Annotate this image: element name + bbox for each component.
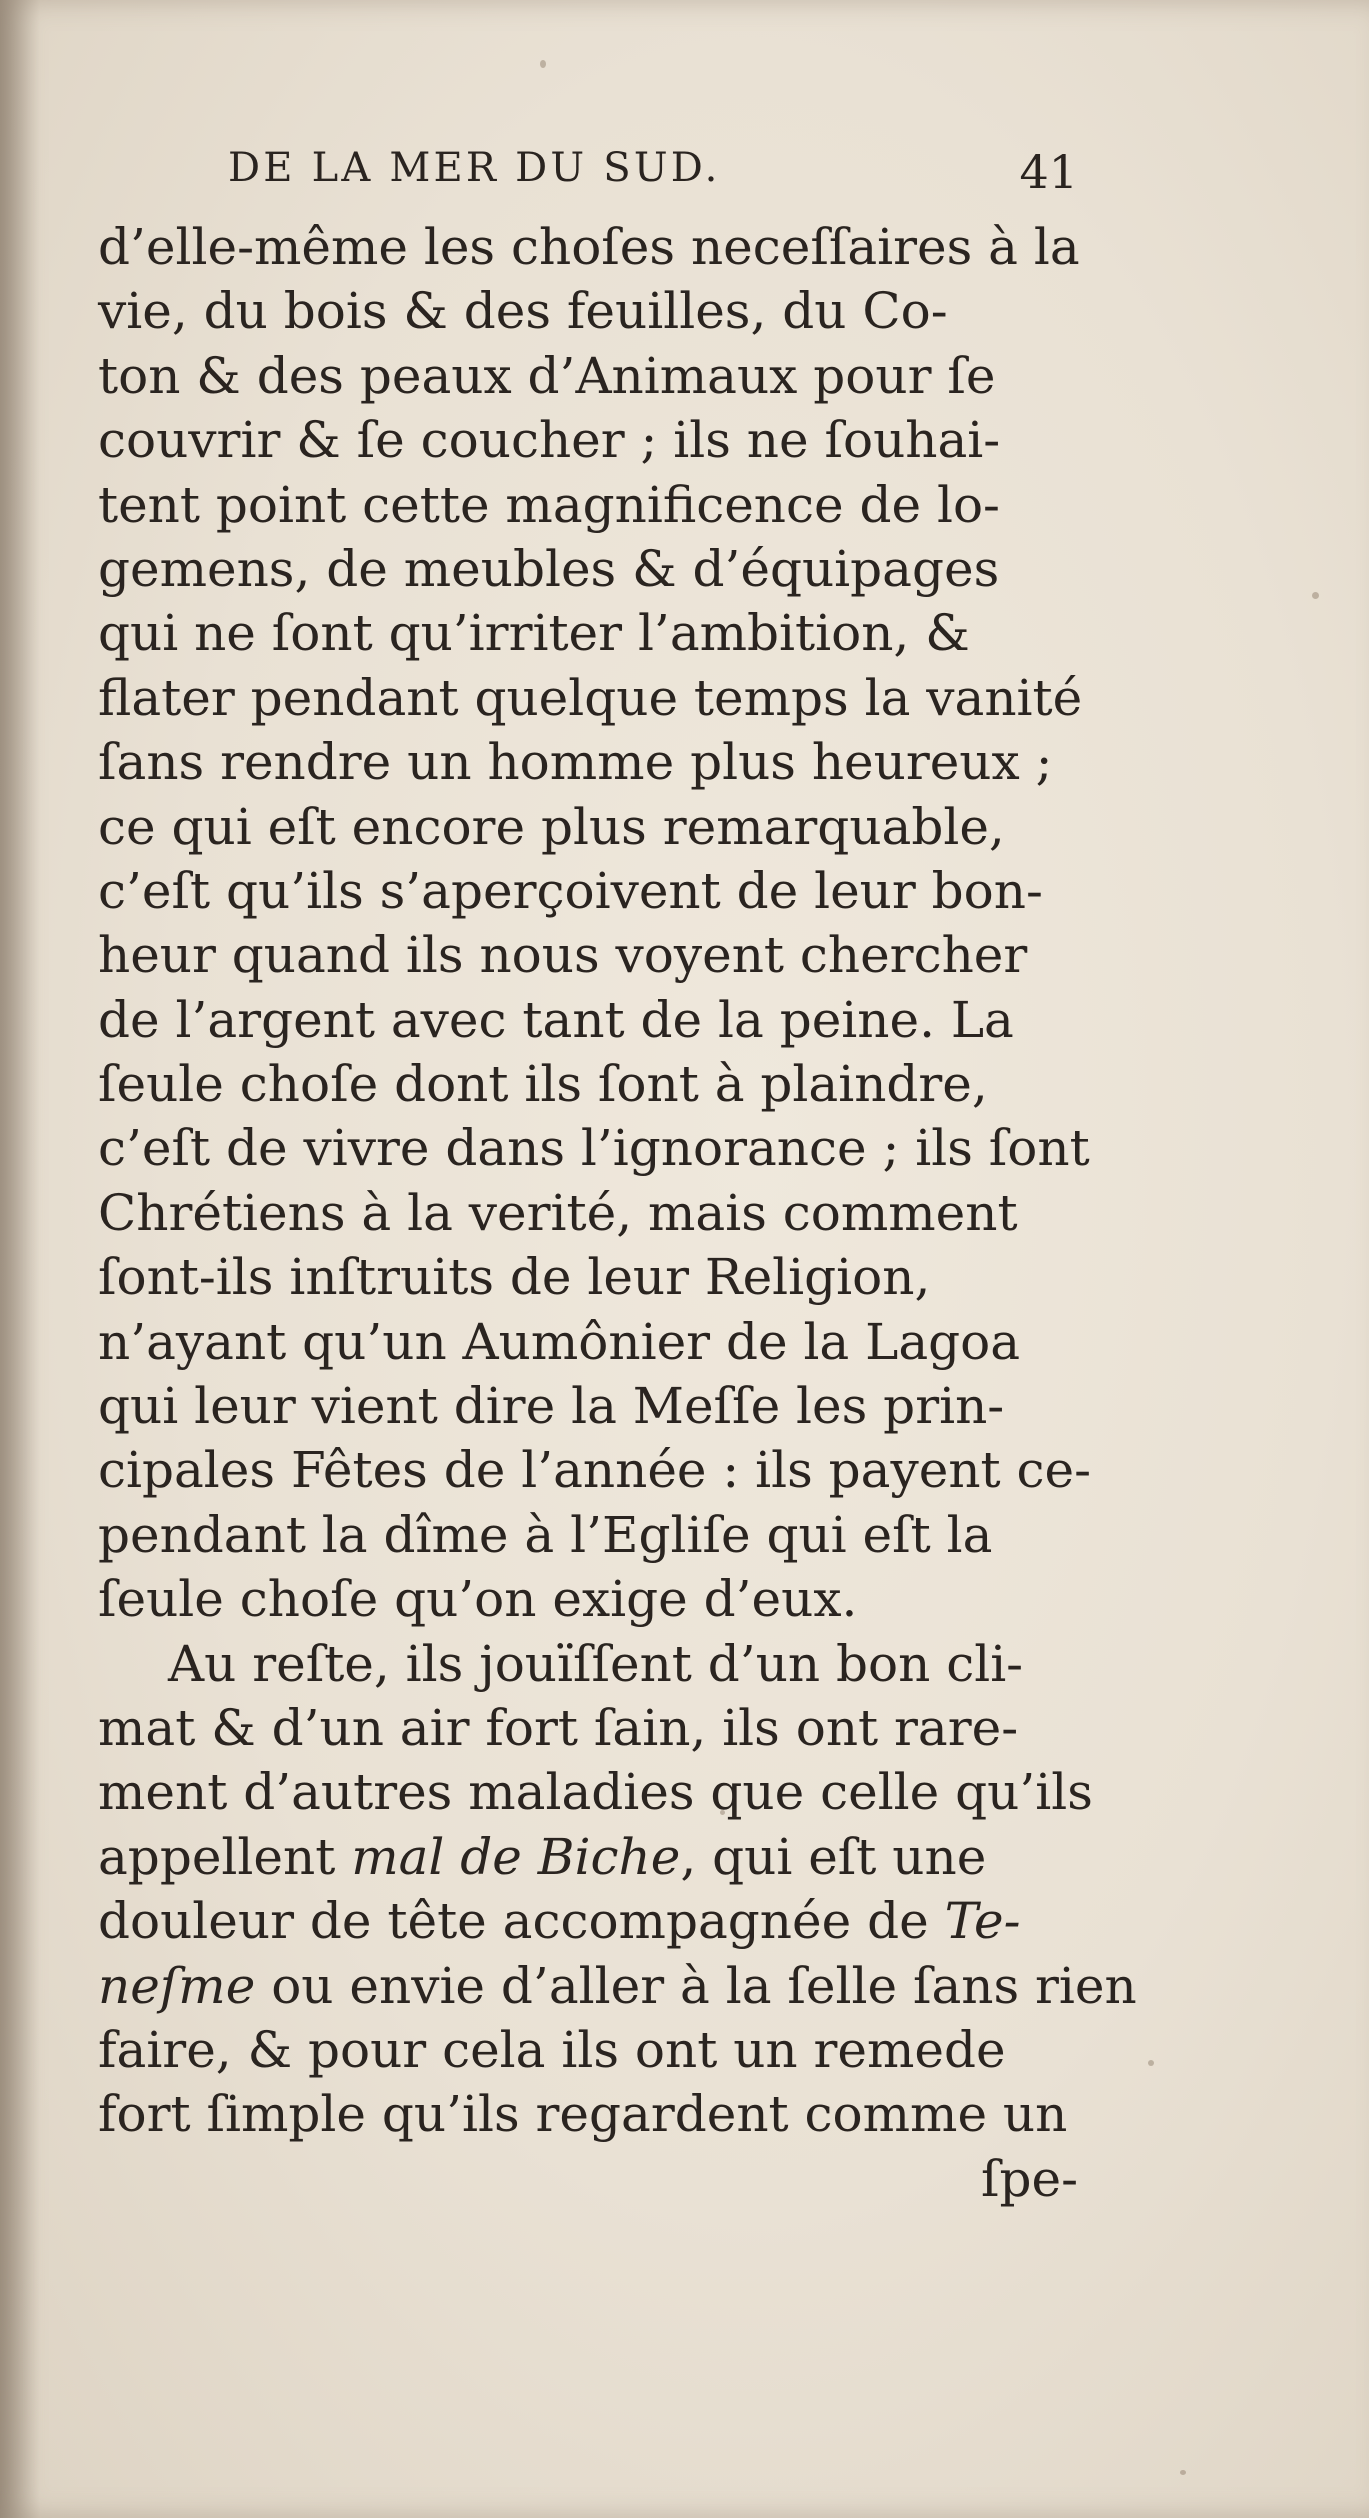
text-line: ton & des peaux d’Animaux pour ſe xyxy=(98,346,996,405)
spine-shadow xyxy=(0,0,40,2518)
text-line: ce qui eſt encore plus remarquable, xyxy=(98,797,1005,856)
text-block xyxy=(98,145,1137,2211)
text-line: n’ayant qu’un Aumônier de la Lagoa xyxy=(98,1312,1021,1371)
text-line: heur quand ils nous voyent chercher xyxy=(98,926,1028,985)
text-line: qui leur vient dire la Meſſe les prin- xyxy=(98,1377,1005,1436)
text-line xyxy=(98,1889,1078,1953)
paper-speck xyxy=(1180,2470,1186,2475)
text-line: d’elle-même les choſes neceſſaires à la xyxy=(98,218,1080,276)
italic-phrase: neſme xyxy=(98,1956,256,2015)
text-segment: appellent xyxy=(98,1827,352,1886)
text-line: Chrétiens à la verité, mais comment xyxy=(98,1183,1018,1242)
text-segment: ou envie d’aller à la ſelle ſans rien xyxy=(255,1956,1137,2015)
text-line: ment d’autres maladies que celle qu’ils xyxy=(98,1763,1093,1822)
catchword-row xyxy=(98,2147,1078,2211)
italic-phrase: mal de Biche xyxy=(351,1827,681,1886)
text-line: tent point cette magnificence de lo- xyxy=(98,475,1000,534)
text-line: ſeule choſe qu’on exige d’eux. xyxy=(98,1570,858,1629)
text-segment: , qui eſt une xyxy=(680,1827,987,1886)
page-number: 41 xyxy=(1019,145,1078,199)
paper-speck xyxy=(1148,2060,1154,2066)
text-line: gemens, de meubles & d’équipages xyxy=(98,539,1000,598)
paragraph-start-line: Au reſte, ils jouïſſent d’un bon cli- xyxy=(168,1634,1024,1693)
text-line: cipales Fêtes de l’année : ils payent ce- xyxy=(98,1441,1091,1500)
paper-speck xyxy=(1312,592,1319,599)
text-line: couvrir & ſe coucher ; ils ne ſouhai- xyxy=(98,411,1001,470)
text-line: c’eſt de vivre dans l’ignorance ; ils ſont xyxy=(98,1119,1090,1178)
catchword: ſpe- xyxy=(981,2149,1078,2208)
paper-speck xyxy=(720,1810,725,1815)
text-line: flater pendant quelque temps la vanité xyxy=(98,668,1083,727)
running-title: DE LA MER DU SUD. xyxy=(228,145,721,191)
italic-phrase: Te- xyxy=(944,1892,1021,1951)
body-text xyxy=(98,215,1137,2211)
text-line: vie, du bois & des feuilles, du Co- xyxy=(98,282,948,341)
text-line: ſont-ils inſtruits de leur Religion, xyxy=(98,1248,931,1307)
text-line: de l’argent avec tant de la peine. La xyxy=(98,990,1014,1049)
text-line: ſans rendre un homme plus heureux ; xyxy=(98,733,1053,792)
text-line: mat & d’un air fort ſain, ils ont rare- xyxy=(98,1698,1019,1757)
paper-speck xyxy=(540,60,546,68)
text-line: ſeule choſe dont ils ſont à plaindre, xyxy=(98,1055,988,1114)
text-line: c’eſt qu’ils s’aperçoivent de leur bon- xyxy=(98,861,1043,920)
text-line: faire, & pour cela ils ont un remede xyxy=(98,2020,1006,2079)
text-line xyxy=(98,1825,1078,1889)
text-segment: douleur de tête accompagnée de xyxy=(98,1892,945,1951)
text-line: qui ne ſont qu’irriter l’ambition, & xyxy=(98,604,970,663)
text-line: fort ſimple qu’ils regardent comme un xyxy=(98,2085,1068,2144)
text-line: pendant la dîme à l’Egliſe qui eſt la xyxy=(98,1505,993,1564)
running-head xyxy=(98,145,1078,215)
text-line xyxy=(98,1954,1137,2018)
